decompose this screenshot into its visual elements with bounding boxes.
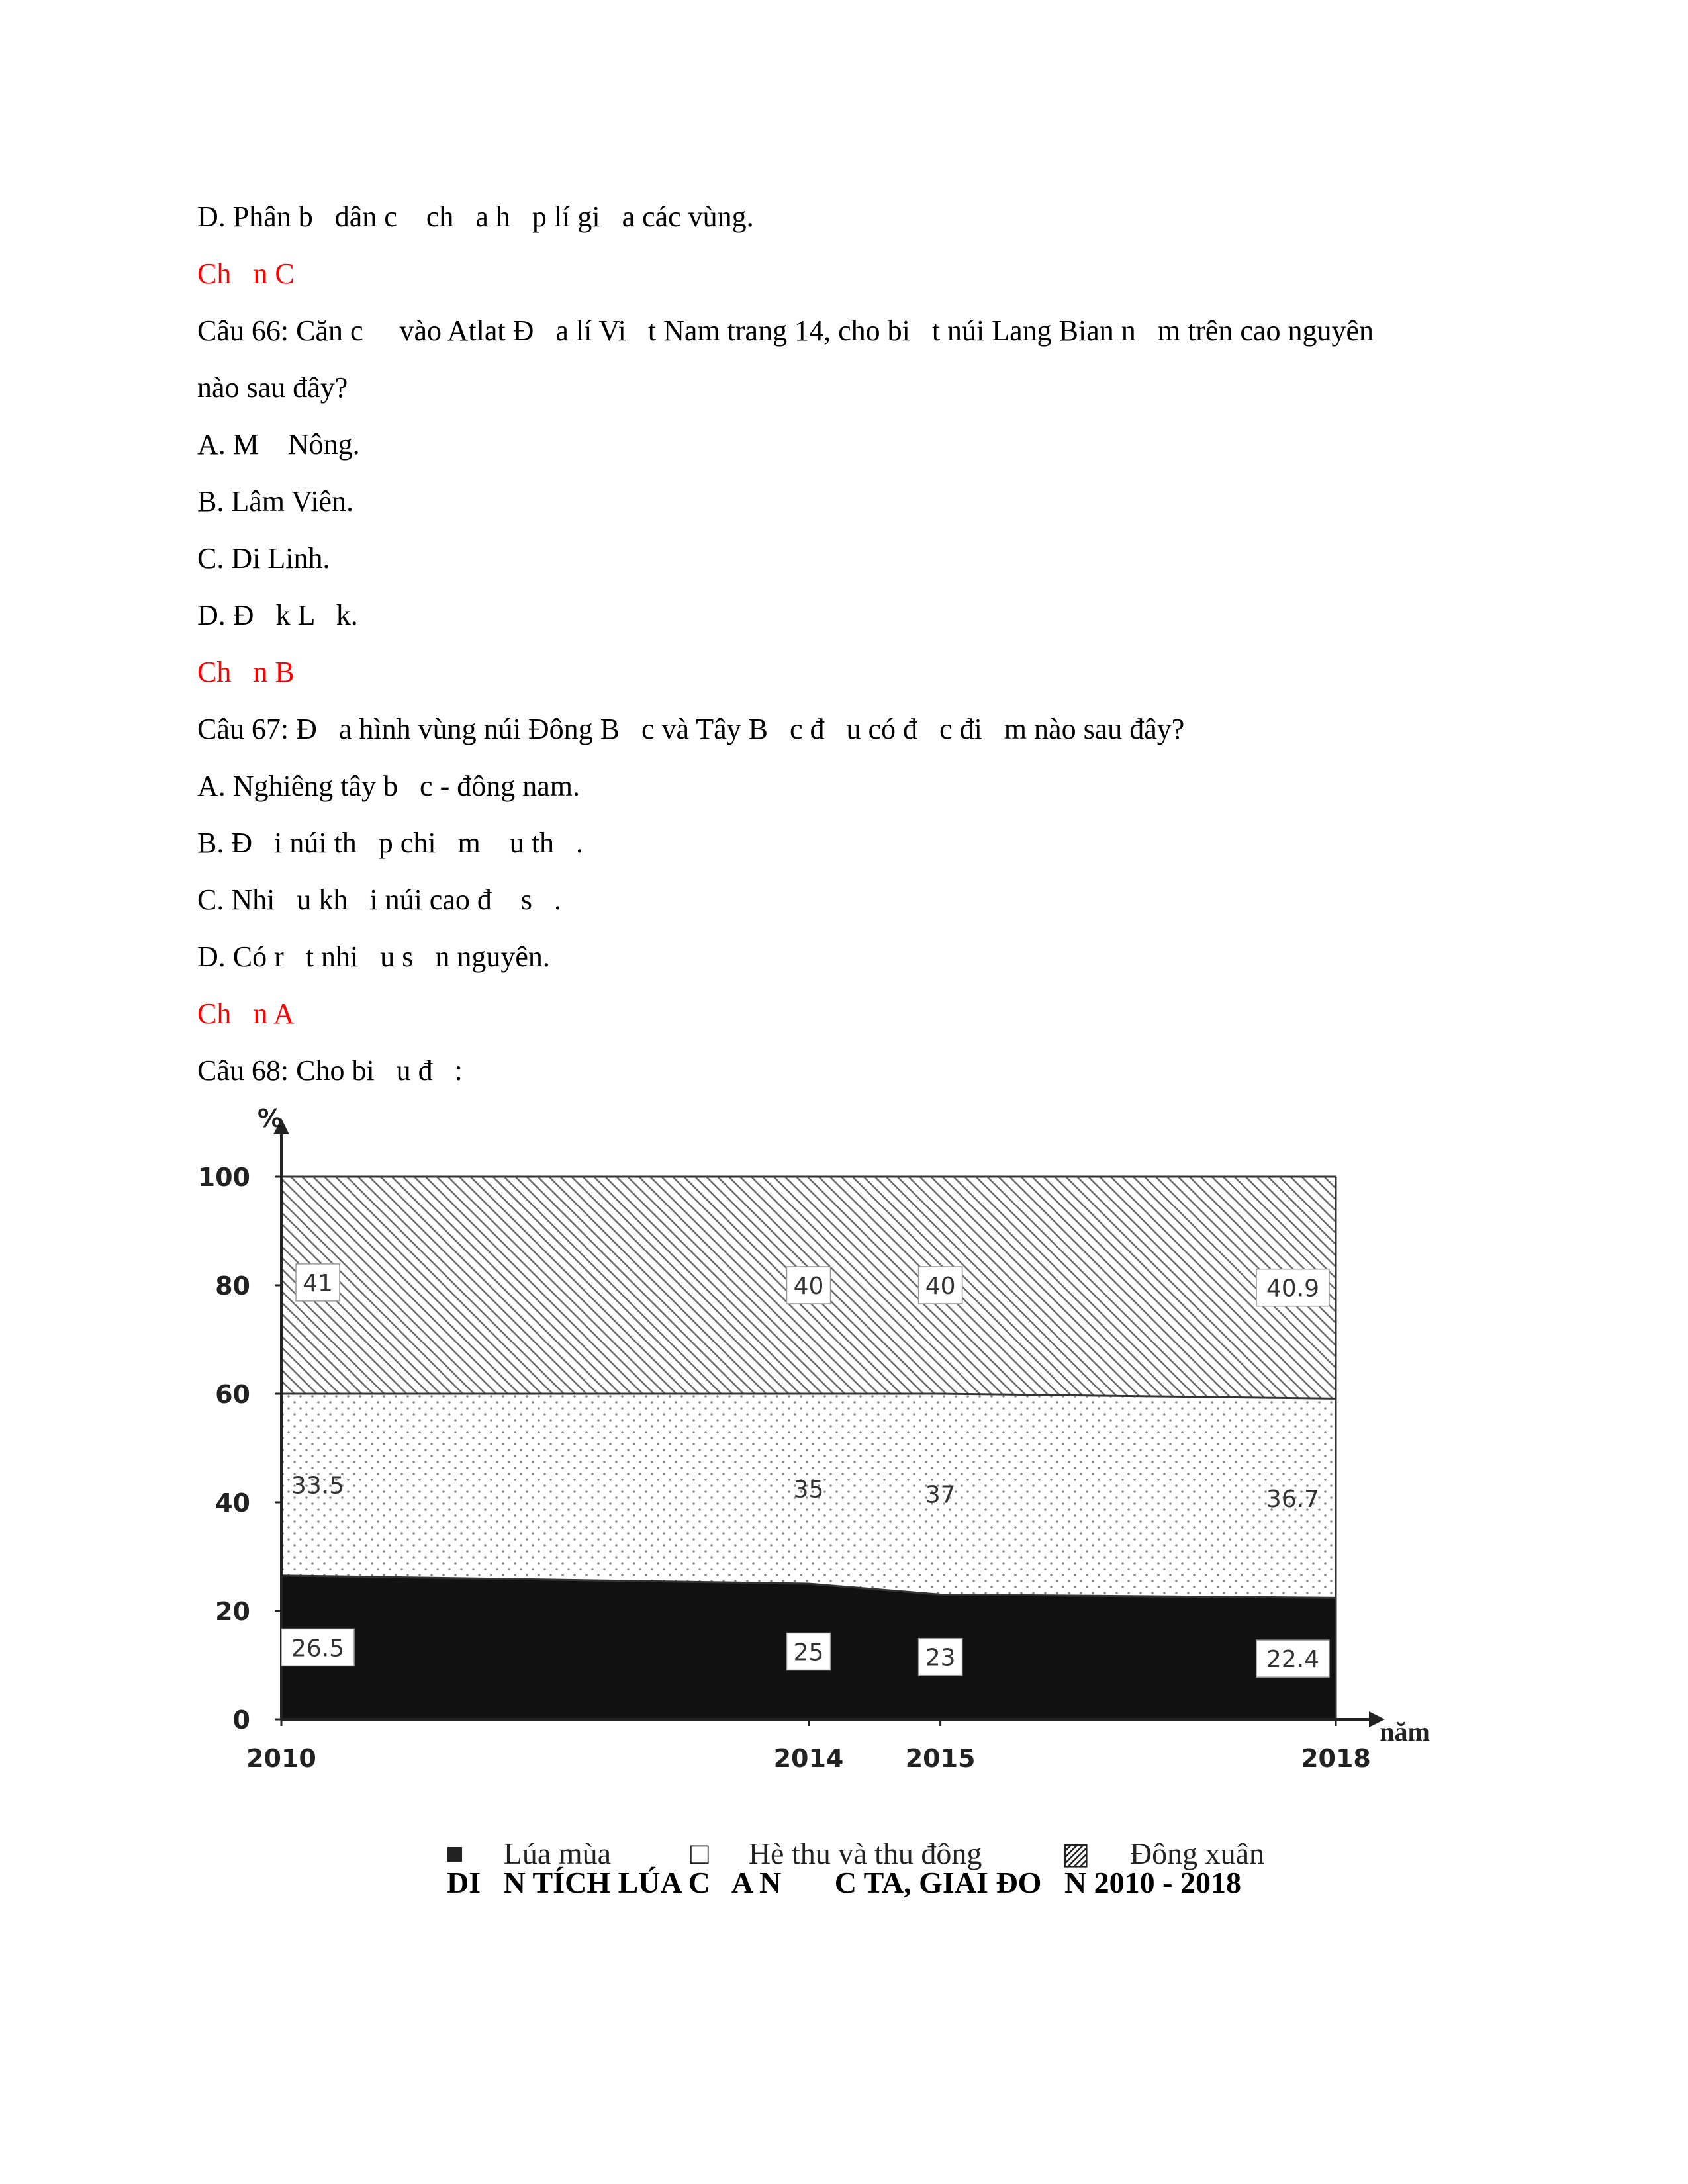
data-label: 23 — [925, 1644, 956, 1672]
text-line: Ch n B — [197, 656, 295, 688]
text-line: Câu 67: Đ a hình vùng núi Đông B c và Tây B c đ u có đ c đi m nào sau đây? — [197, 713, 1185, 745]
chart-title: DI N TÍCH LÚA C A N C TA, GIAI ĐO N 2010 - 2018 — [447, 1866, 1241, 1899]
x-tick-label: 2014 — [773, 1744, 844, 1773]
data-label: 40 — [925, 1273, 956, 1300]
text-line: B. Lâm Viên. — [197, 485, 354, 518]
legend-label: Lúa mùa — [503, 1837, 612, 1870]
data-label: 41 — [303, 1269, 333, 1297]
data-label: 37 — [925, 1481, 956, 1509]
text-line: Câu 66: Căn c vào Atlat Đ a lí Vi t Nam trang 14, cho bi t núi Lang Bian n m trên cao nguyên — [197, 314, 1374, 347]
y-tick-label: 100 — [197, 1163, 250, 1192]
legend-marker-solid: ■ — [445, 1837, 464, 1870]
x-tick-label: 2015 — [905, 1744, 976, 1773]
text-line: nào sau đây? — [197, 371, 348, 404]
chart-legend — [430, 1800, 1344, 1871]
legend-marker-dots: □ — [690, 1837, 709, 1870]
y-tick-label: 0 — [232, 1706, 250, 1735]
data-label: 35 — [793, 1476, 824, 1504]
text-line: D. Đ k L k. — [197, 599, 358, 631]
text-line: Ch n C — [197, 257, 295, 290]
text-line: D. Có r t nhi u s n nguyên. — [197, 940, 550, 973]
legend-label: Đông xuân — [1129, 1837, 1265, 1870]
text-line: Ch n A — [197, 997, 295, 1030]
x-axis-label: năm — [1380, 1717, 1430, 1747]
text-line: C. Di Linh. — [197, 542, 330, 574]
data-label: 25 — [793, 1639, 824, 1666]
data-label: 26.5 — [291, 1635, 345, 1662]
text-line: C. Nhi u kh i núi cao đ s . — [197, 884, 561, 916]
data-label: 36.7 — [1266, 1485, 1320, 1513]
text-line: A. Nghiêng tây b c - đông nam. — [197, 770, 580, 802]
data-label: 40 — [793, 1273, 824, 1300]
x-tick-label: 2018 — [1301, 1744, 1371, 1773]
legend-label: Hè thu và thu đông — [748, 1837, 982, 1870]
y-tick-label: 40 — [215, 1488, 250, 1518]
y-tick-label: 20 — [215, 1597, 250, 1626]
x-tick-label: 2010 — [246, 1744, 316, 1773]
y-tick-label: 80 — [215, 1271, 250, 1300]
text-line: Câu 68: Cho bi u đ : — [197, 1054, 463, 1087]
text-line: D. Phân b dân c ch a h p lí gi a các vùng. — [197, 201, 754, 233]
text-line: A. M Nông. — [197, 428, 360, 461]
y-tick-label: 60 — [215, 1380, 250, 1409]
y-axis-label: % — [257, 1104, 283, 1133]
legend-marker-hatch: ▨ — [1061, 1837, 1090, 1870]
text-line: B. Đ i núi th p chi m u th . — [197, 827, 583, 859]
data-label: 40.9 — [1266, 1275, 1320, 1302]
data-label: 33.5 — [291, 1472, 345, 1500]
data-label: 22.4 — [1266, 1646, 1320, 1674]
